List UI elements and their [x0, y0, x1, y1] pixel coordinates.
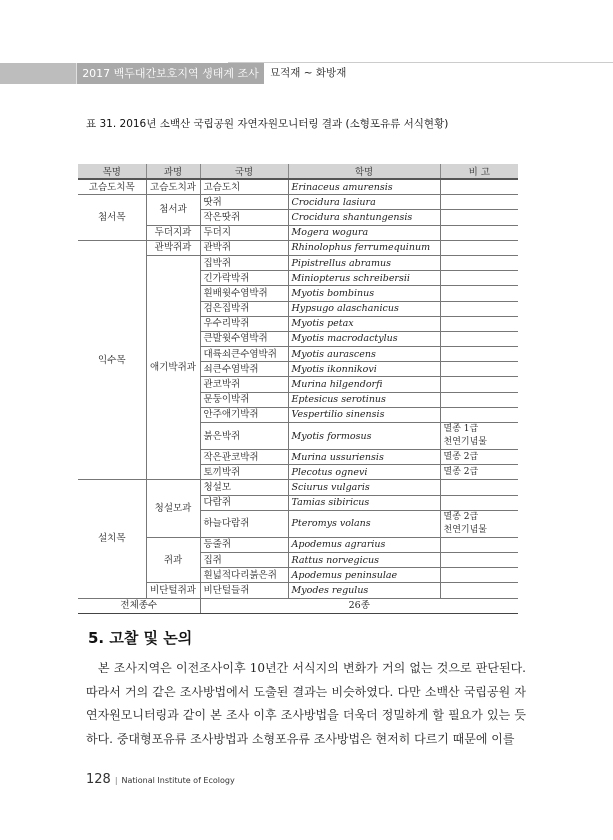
scientific-name-cell: Apodemus peninsulae: [288, 568, 440, 583]
scientific-name-cell: Crocidura shantungensis: [288, 210, 440, 225]
note-cell: [440, 271, 518, 286]
note-line: 멸종 2급: [443, 466, 479, 477]
note-cell: [440, 377, 518, 392]
order-cell: 고슴도치목: [78, 179, 146, 195]
scientific-name-cell: Myotis formosus: [288, 423, 440, 450]
column-header: 비 고: [440, 164, 518, 179]
korean-name-cell: 비단털들쥐: [200, 583, 288, 598]
note-cell: [440, 465, 518, 480]
note-cell: [440, 225, 518, 240]
note-cell: [440, 179, 518, 195]
note-cell: [440, 510, 518, 537]
korean-name-cell: 흰넓적다리붉은쥐: [200, 568, 288, 583]
column-header: 과명: [146, 164, 200, 179]
scientific-name-cell: Myotis aurascens: [288, 347, 440, 362]
family-cell: 고슴도치과: [146, 179, 200, 195]
scientific-name-cell: Mogera wogura: [288, 225, 440, 240]
scientific-name-cell: Rhinolophus ferrumequinum: [288, 240, 440, 255]
korean-name-cell: 대륙쇠큰수염박쥐: [200, 347, 288, 362]
table-header-row: [78, 164, 518, 179]
korean-name-cell: 관코박쥐: [200, 377, 288, 392]
table-row: [78, 179, 518, 195]
page-number: 128: [86, 772, 111, 787]
scientific-name-cell: Tamias sibiricus: [288, 495, 440, 510]
scientific-name-cell: Myodes regulus: [288, 583, 440, 598]
note-line: 천연기념물: [443, 437, 487, 447]
scientific-name-cell: Apodemus agrarius: [288, 537, 440, 552]
scientific-name-cell: Myotis petax: [288, 316, 440, 331]
korean-name-cell: 관박쥐: [200, 240, 288, 255]
section-heading: 5. 고찰 및 논의: [88, 629, 193, 647]
note-cell: [440, 407, 518, 422]
scientific-name-cell: Pipistrellus abramus: [288, 255, 440, 270]
chapter-title: 묘적재 ~ 화방재: [270, 67, 347, 79]
column-header: 목명: [78, 164, 146, 179]
note-line: 천연기념물: [443, 524, 487, 535]
korean-name-cell: 문둥이박쥐: [200, 392, 288, 407]
korean-name-cell: 쇠큰수염박쥐: [200, 362, 288, 377]
korean-name-cell: 다람쥐: [200, 495, 288, 510]
scientific-name-cell: Pteromys volans: [288, 510, 440, 537]
note-cell: [440, 480, 518, 495]
organization-name: National Institute of Ecology: [121, 776, 235, 785]
order-cell: 익수목: [78, 240, 146, 480]
scientific-name-cell: Miniopterus schreibersii: [288, 271, 440, 286]
section-body: [86, 657, 526, 751]
order-cell: 설치목: [78, 480, 146, 598]
korean-name-cell: 큰발윗수염박쥐: [200, 331, 288, 346]
species-table: [78, 164, 518, 614]
note-cell: [440, 423, 518, 450]
scientific-name-cell: Eptesicus serotinus: [288, 392, 440, 407]
table-row: [78, 195, 518, 210]
note-cell: [440, 210, 518, 225]
scientific-name-cell: Crocidura lasiura: [288, 195, 440, 210]
korean-name-cell: 등줄쥐: [200, 537, 288, 552]
family-cell: 관박쥐과: [146, 240, 200, 255]
scientific-name-cell: Murina hilgendorfi: [288, 377, 440, 392]
korean-name-cell: 고슴도치: [200, 179, 288, 195]
table-caption: 표 31. 2016년 소백산 국립공원 자연자원모니터링 결과 (소형포유류 서식현황): [86, 118, 449, 130]
korean-name-cell: 청설모: [200, 480, 288, 495]
family-cell: 두더지과: [146, 225, 200, 240]
korean-name-cell: 집쥐: [200, 552, 288, 567]
family-cell: 쥐과: [146, 537, 200, 583]
total-value: 26종: [200, 598, 518, 613]
scientific-name-cell: Sciurus vulgaris: [288, 480, 440, 495]
note-cell: [440, 195, 518, 210]
note-cell: [440, 301, 518, 316]
table-row: [78, 480, 518, 495]
scientific-name-cell: Myotis macrodactylus: [288, 331, 440, 346]
scientific-name-cell: Rattus norvegicus: [288, 552, 440, 567]
scientific-name-cell: Murina ussuriensis: [288, 450, 440, 465]
scientific-name-cell: Plecotus ognevi: [288, 465, 440, 480]
korean-name-cell: 우수리박쥐: [200, 316, 288, 331]
table-row: [78, 240, 518, 255]
note-cell: [440, 255, 518, 270]
korean-name-cell: 하늘다람쥐: [200, 510, 288, 537]
report-title: 2017 백두대간보호지역 생태계 조사: [76, 63, 264, 84]
korean-name-cell: 토끼박쥐: [200, 465, 288, 480]
korean-name-cell: 작은땃쥐: [200, 210, 288, 225]
note-cell: [440, 568, 518, 583]
korean-name-cell: 집박쥐: [200, 255, 288, 270]
family-cell: 애기박쥐과: [146, 255, 200, 479]
korean-name-cell: 긴가락박쥐: [200, 271, 288, 286]
total-label: 전체종수: [78, 598, 200, 613]
note-cell: [440, 316, 518, 331]
footer-divider: |: [114, 776, 118, 785]
family-cell: 비단털쥐과: [146, 583, 200, 598]
note-cell: [440, 362, 518, 377]
korean-name-cell: 땃쥐: [200, 195, 288, 210]
note-cell: [440, 450, 518, 465]
korean-name-cell: 붉은박쥐: [200, 423, 288, 450]
note-cell: [440, 583, 518, 598]
note-cell: [440, 495, 518, 510]
note-cell: [440, 286, 518, 301]
order-cell: 첨서목: [78, 195, 146, 241]
note-cell: [440, 240, 518, 255]
column-header: 학명: [288, 164, 440, 179]
note-line: 멸종 1급: [443, 424, 479, 434]
note-cell: [440, 331, 518, 346]
scientific-name-cell: Hypsugo alaschanicus: [288, 301, 440, 316]
total-row: [78, 598, 518, 613]
korean-name-cell: 작은관코박쥐: [200, 450, 288, 465]
page-footer: [86, 768, 235, 787]
korean-name-cell: 안주애기박쥐: [200, 407, 288, 422]
scientific-name-cell: Vespertilio sinensis: [288, 407, 440, 422]
note-cell: [440, 392, 518, 407]
korean-name-cell: 검은집박쥐: [200, 301, 288, 316]
scientific-name-cell: Myotis ikonnikovi: [288, 362, 440, 377]
note-cell: [440, 347, 518, 362]
family-cell: 첨서과: [146, 195, 200, 225]
note-line: 멸종 2급: [443, 451, 479, 462]
korean-name-cell: 두더지: [200, 225, 288, 240]
scientific-name-cell: Erinaceus amurensis: [288, 179, 440, 195]
note-cell: [440, 552, 518, 567]
column-header: 국명: [200, 164, 288, 179]
scientific-name-cell: Myotis bombinus: [288, 286, 440, 301]
korean-name-cell: 흰배윗수염박쥐: [200, 286, 288, 301]
note-cell: [440, 537, 518, 552]
paragraph: 본 조사지역은 이전조사이후 10년간 서식지의 변화가 거의 없는 것으로 판단된다. 따라서 거의 같은 조사방법에서 도출된 결과는 비슷하였다. 다만 소백산 국립공원 자연자원모니터링과 같이 본 조사 이후 조사방법을 더욱더 정밀하게 할 필요가 있는 듯하다. 중대형포유류 조사방법과 소형포유류 조사방법은 현저히 다르기 때문에 이를: [86, 661, 526, 746]
note-line: 멸종 2급: [443, 511, 479, 522]
family-cell: 청설모과: [146, 480, 200, 537]
